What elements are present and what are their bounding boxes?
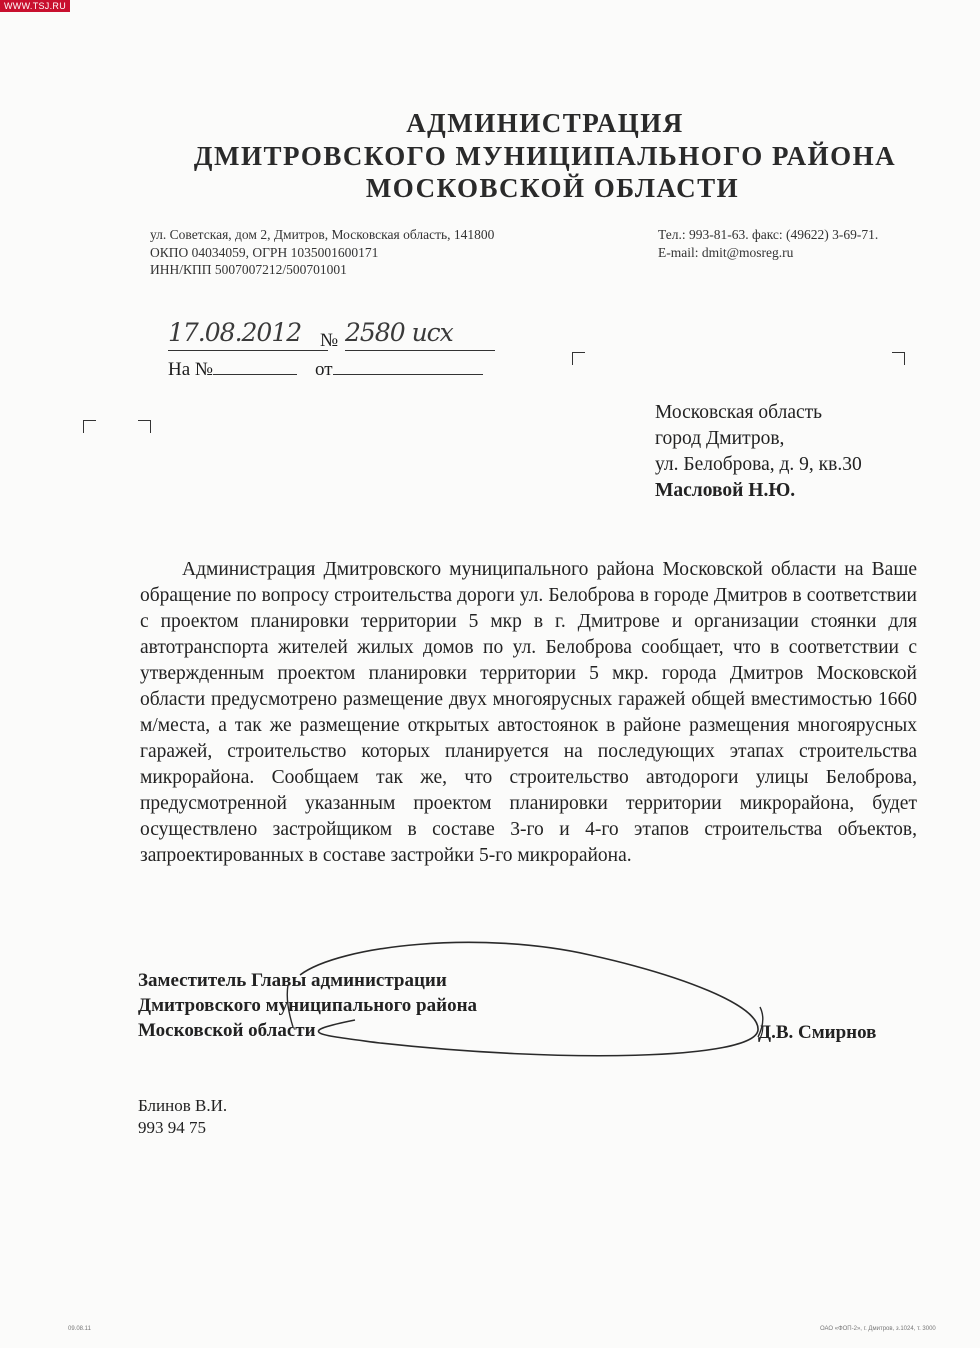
- header-line-3: МОСКОВСКОЙ ОБЛАСТИ: [365, 173, 740, 203]
- number-sign: №: [320, 330, 339, 351]
- from-label: от: [315, 359, 333, 380]
- header-line-1: АДМИНИСТРАЦИЯ: [406, 108, 684, 138]
- signature-stroke: [758, 1007, 763, 1037]
- requisites-left: [150, 226, 494, 279]
- signer-position-3: Московской области: [138, 1020, 316, 1041]
- recipient-name: Масловой Н.Ю.: [655, 480, 796, 501]
- recipient-line-1: Московская область: [655, 402, 823, 423]
- org-inn: ИНН/КПП 5007007212/500701001: [150, 262, 347, 277]
- ref-blank: [213, 354, 297, 375]
- requisites-right: [658, 226, 878, 261]
- footer-right: ОАО «ФОП-2», г. Дмитров, з.1024, т. 3000: [820, 1326, 936, 1332]
- signer-name: Д.В. Смирнов: [758, 1022, 877, 1043]
- handwritten-signature: [260, 935, 780, 1070]
- executor-block: [138, 1095, 227, 1139]
- org-address: ул. Советская, дом 2, Дмитров, Московская область, 141800: [150, 227, 495, 242]
- ref-label: На №: [168, 359, 214, 380]
- number-line: [345, 318, 495, 351]
- org-okpo: ОКПО 04034059, ОГРН 1035001600171: [150, 244, 379, 260]
- org-email: E-mail: dmit@mosreg.ru: [658, 244, 794, 260]
- corner-bracket: [572, 352, 585, 365]
- ref-row: [168, 354, 297, 381]
- executor-phone: 993 94 75: [138, 1118, 206, 1137]
- number-handwritten: 2580 исх: [345, 318, 453, 347]
- letter-body: [140, 557, 917, 869]
- signer-position-1: Заместитель Главы администрации: [138, 970, 447, 991]
- footer-left: 09.08.11: [68, 1326, 91, 1332]
- from-row: [315, 354, 483, 381]
- org-phone: Тел.: 993-81-63. факс: (49622) 3-69-71.: [658, 227, 879, 242]
- signature-stroke: [287, 985, 293, 1027]
- corner-bracket: [83, 420, 96, 433]
- executor-name: Блинов В.И.: [138, 1096, 228, 1115]
- corner-bracket: [892, 352, 905, 365]
- recipient-line-3: ул. Белоброва, д. 9, кв.30: [655, 454, 862, 475]
- from-blank: [333, 354, 483, 375]
- recipient-line-2: город Дмитров,: [655, 428, 785, 449]
- watermark: WWW.TSJ.RU: [0, 0, 70, 12]
- signature-loop: [300, 942, 758, 1055]
- signer-position-2: Дмитровского муниципального района: [138, 995, 478, 1016]
- header-line-2: ДМИТРОВСКОГО МУНИЦИПАЛЬНОГО РАЙОНА: [193, 141, 897, 171]
- body-paragraph: Администрация Дмитровского муниципального района Московской области на Ваше обращение по вопросу строительства дороги ул. Белоброва в городе Дмитров в соответствии с проектом планировки территории 5 мкр в г. Дмитрове и организации стоянки для автотранспорта жителей жилых домов по ул. Белоброва сообщает, что в соответствии с утвержденным проектом планировки территории 5 мкр. города Дмитров Московской области предусмотрено размещение двух многоярусных гаражей общей вместимостью 1660 м/места, а так же размещение открытых автостоянок в районе размещения многоярусных гаражей, строительство которых планируется на последующих этапах строительства микрорайона. Сообщаем так же, что строительство автодороги улицы Белоброва, предусмотренной указанным проектом планировки территории микрорайона, будет осуществлено застройщиком в составе 3-го и 4-го этапов строительства объектов, запроектированных в составе застройки 5-го микрорайона.: [140, 559, 917, 866]
- recipient-block: [655, 400, 862, 504]
- date-handwritten: 17.08.2012: [168, 318, 302, 347]
- corner-bracket: [138, 420, 151, 433]
- date-line: [168, 318, 328, 351]
